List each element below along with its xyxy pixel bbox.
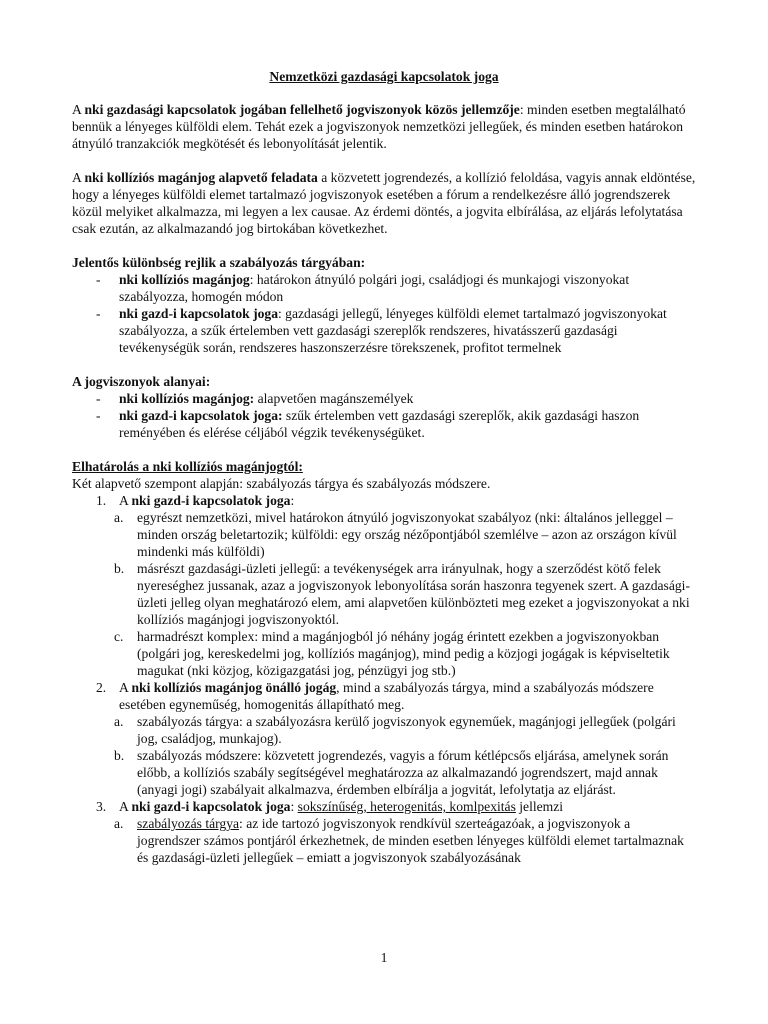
section-heading-demarcation: Elhatárolás a nki kollíziós magánjogtól: xyxy=(72,459,303,474)
sub-item: b. szabályozás módszere: közvetett jogrendezés, vagyis a fórum kétlépcsős eljárása, amelynek során előbb, a kollíziós szabály segítségével meghatározza az alkalmazandó jogrendszert, majd annak (anyagi jogi) szabályait alkalmazva, érdemben elbírálja a jogvitát, lefolytatja az eljárást. xyxy=(114,748,669,797)
document-title: Nemzetközi gazdasági kapcsolatok joga xyxy=(269,69,499,84)
underlined-term: szabályozás tárgya xyxy=(137,816,240,831)
list-marker: - xyxy=(96,306,101,321)
list-marker: a. xyxy=(114,816,124,831)
paragraph-basic-task xyxy=(72,169,696,237)
bold-term: nki gazd-i kapcsolatok joga xyxy=(119,306,278,321)
text: A xyxy=(72,102,85,117)
bold-term: nki gazdasági kapcsolatok jogában fellelhető jogviszonyok közös jellemzője xyxy=(84,102,520,117)
list-marker: - xyxy=(96,408,101,423)
bold-term: nki gazd-i kapcsolatok joga xyxy=(131,799,291,814)
section-heading-subject: Jelentős különbség rejlik a szabályozás tárgyában: xyxy=(72,255,366,270)
list-marker: - xyxy=(96,391,101,406)
list-item: - nki kollíziós magánjog: alapvetően magánszemélyek xyxy=(96,391,414,406)
text: A xyxy=(72,170,85,185)
list-marker: b. xyxy=(114,748,125,763)
sub-item: a. szabályozás tárgya: az ide tartozó jogviszonyok rendkívül szerteágazóak, a jogviszonyok a jogrendszer számos pontjáról érkezhetnek, de minden esetben lényeges külföldi elemet tartalmaznak és gazdasági-üzleti jellegűek – emiatt a jogviszonyok szabályozásának xyxy=(114,816,684,865)
list-item: - nki gazd-i kapcsolatok joga: gazdasági jellegű, lényeges külföldi elemet tartalmazó jogviszonyokat szabályozza, a szűk értelemben vett gazdasági szereplők rendszeres, hivatásszerű gazdasági tevékenységük során, rendszeres haszonszerzésre törekszenek, profitot termelnek xyxy=(96,306,667,355)
underlined-term: sokszínűség, heterogenitás, komlpexitás xyxy=(297,799,516,814)
sub-item: b. másrészt gazdasági-üzleti jellegű: a tevékenységek arra irányulnak, hogy a szerződést kötő felek nyereséghez jussanak, azaz a jogviszonyok lebonyolítása során haszonra tegyenek szert. A gazdasági-üzleti jelleg olyan meghatározó elem, ami alapvetően különbözteti meg ezeket a jogviszonyokat a nki kollíziós magánjogi jogviszonyoktól. xyxy=(114,561,690,627)
paragraph-common-feature xyxy=(72,101,696,152)
list-marker: a. xyxy=(114,714,124,729)
section-intro: Két alapvető szempont alapján: szabályozás tárgya és szabályozás módszere. xyxy=(72,476,491,491)
list-marker: b. xyxy=(114,561,125,576)
list-marker: 3. xyxy=(96,799,107,814)
text: : minden esetben megtalálható bennük a lényeges külföldi elem. Tehát ezek a jogviszonyok nemzetközi jellegűek, és minden esetben határokon átnyúló tranzakciók megkötését és lebonyolítását jelentik. xyxy=(72,102,686,151)
list-item: - nki gazd-i kapcsolatok joga: szűk értelemben vett gazdasági szereplők, akik gazdasági haszon reményében és elérése céljából végzik tevékenységüket. xyxy=(96,408,640,440)
list-marker: 2. xyxy=(96,680,107,695)
list-marker: 1. xyxy=(96,493,107,508)
numbered-item: 2. A nki kollíziós magánjog önálló jogág, mind a szabályozás tárgya, mind a szabályozás módszere esetében egyneműség, homogenitás állapítható meg. xyxy=(96,680,654,712)
sub-item: a. szabályozás tárgya: a szabályozásra kerülő jogviszonyok egyneműek, magánjogi jellegűek (polgári jog, családjog, munkajog). xyxy=(114,714,676,746)
list-marker: c. xyxy=(114,629,124,644)
list-marker: a. xyxy=(114,510,124,525)
document-page xyxy=(72,68,696,866)
bold-term: nki kollíziós magánjog alapvető feladata xyxy=(84,170,318,185)
bold-term: nki kollíziós magánjog önálló jogág xyxy=(131,680,337,695)
bold-term: nki gazd-i kapcsolatok joga: xyxy=(119,408,283,423)
bold-term: nki kollíziós magánjog xyxy=(119,272,250,287)
list-item: - nki kollíziós magánjog: határokon átnyúló polgári jogi, családjogi és munkajogi viszonyokat szabályozza, homogén módon xyxy=(96,272,630,304)
bold-term: nki kollíziós magánjog: xyxy=(119,391,255,406)
sub-item: c. harmadrészt komplex: mind a magánjogból jó néhány jogág érintett ezekben a jogviszonyokban (polgári jog, kereskedelmi jog, kollíziós magánjog), mind pedig a közjogi jogágak is képviseltetik magukat (nki közjog, közigazgatási jog, pénzügyi jog stb.) xyxy=(114,629,670,678)
bold-term: nki gazd-i kapcsolatok joga xyxy=(131,493,291,508)
list-marker: - xyxy=(96,272,101,287)
numbered-item: 3. A nki gazd-i kapcsolatok joga: sokszínűség, heterogenitás, komlpexitás jellemzi xyxy=(96,799,564,814)
page-number: 1 xyxy=(380,950,388,965)
section-heading-subjects: A jogviszonyok alanyai: xyxy=(72,374,211,389)
text: a közvetett jogrendezés, a kollízió feloldása, vagyis annak eldöntése, hogy a lényeges külföldi elemet tartalmazó jogviszonyok esetében a fórum a rendelkezésre álló jogrendszerek közül melyiket alkalmazza, mi legyen a lex causae. Az érdemi döntés, a jogvita elbírálása, az eljárás lefolytatása csak ezután, az alkalmazandó jog birtokában következhet. xyxy=(72,170,696,236)
sub-item: a. egyrészt nemzetközi, mivel határokon átnyúló jogviszonyokat szabályoz (nki: általános jelleggel – minden ország beletartozik; külföldi: egy ország nézőpontjából szemlélve – azon az országon kívül mindenki más külföldi) xyxy=(114,510,677,559)
numbered-item: 1. A nki gazd-i kapcsolatok joga: xyxy=(96,493,295,508)
